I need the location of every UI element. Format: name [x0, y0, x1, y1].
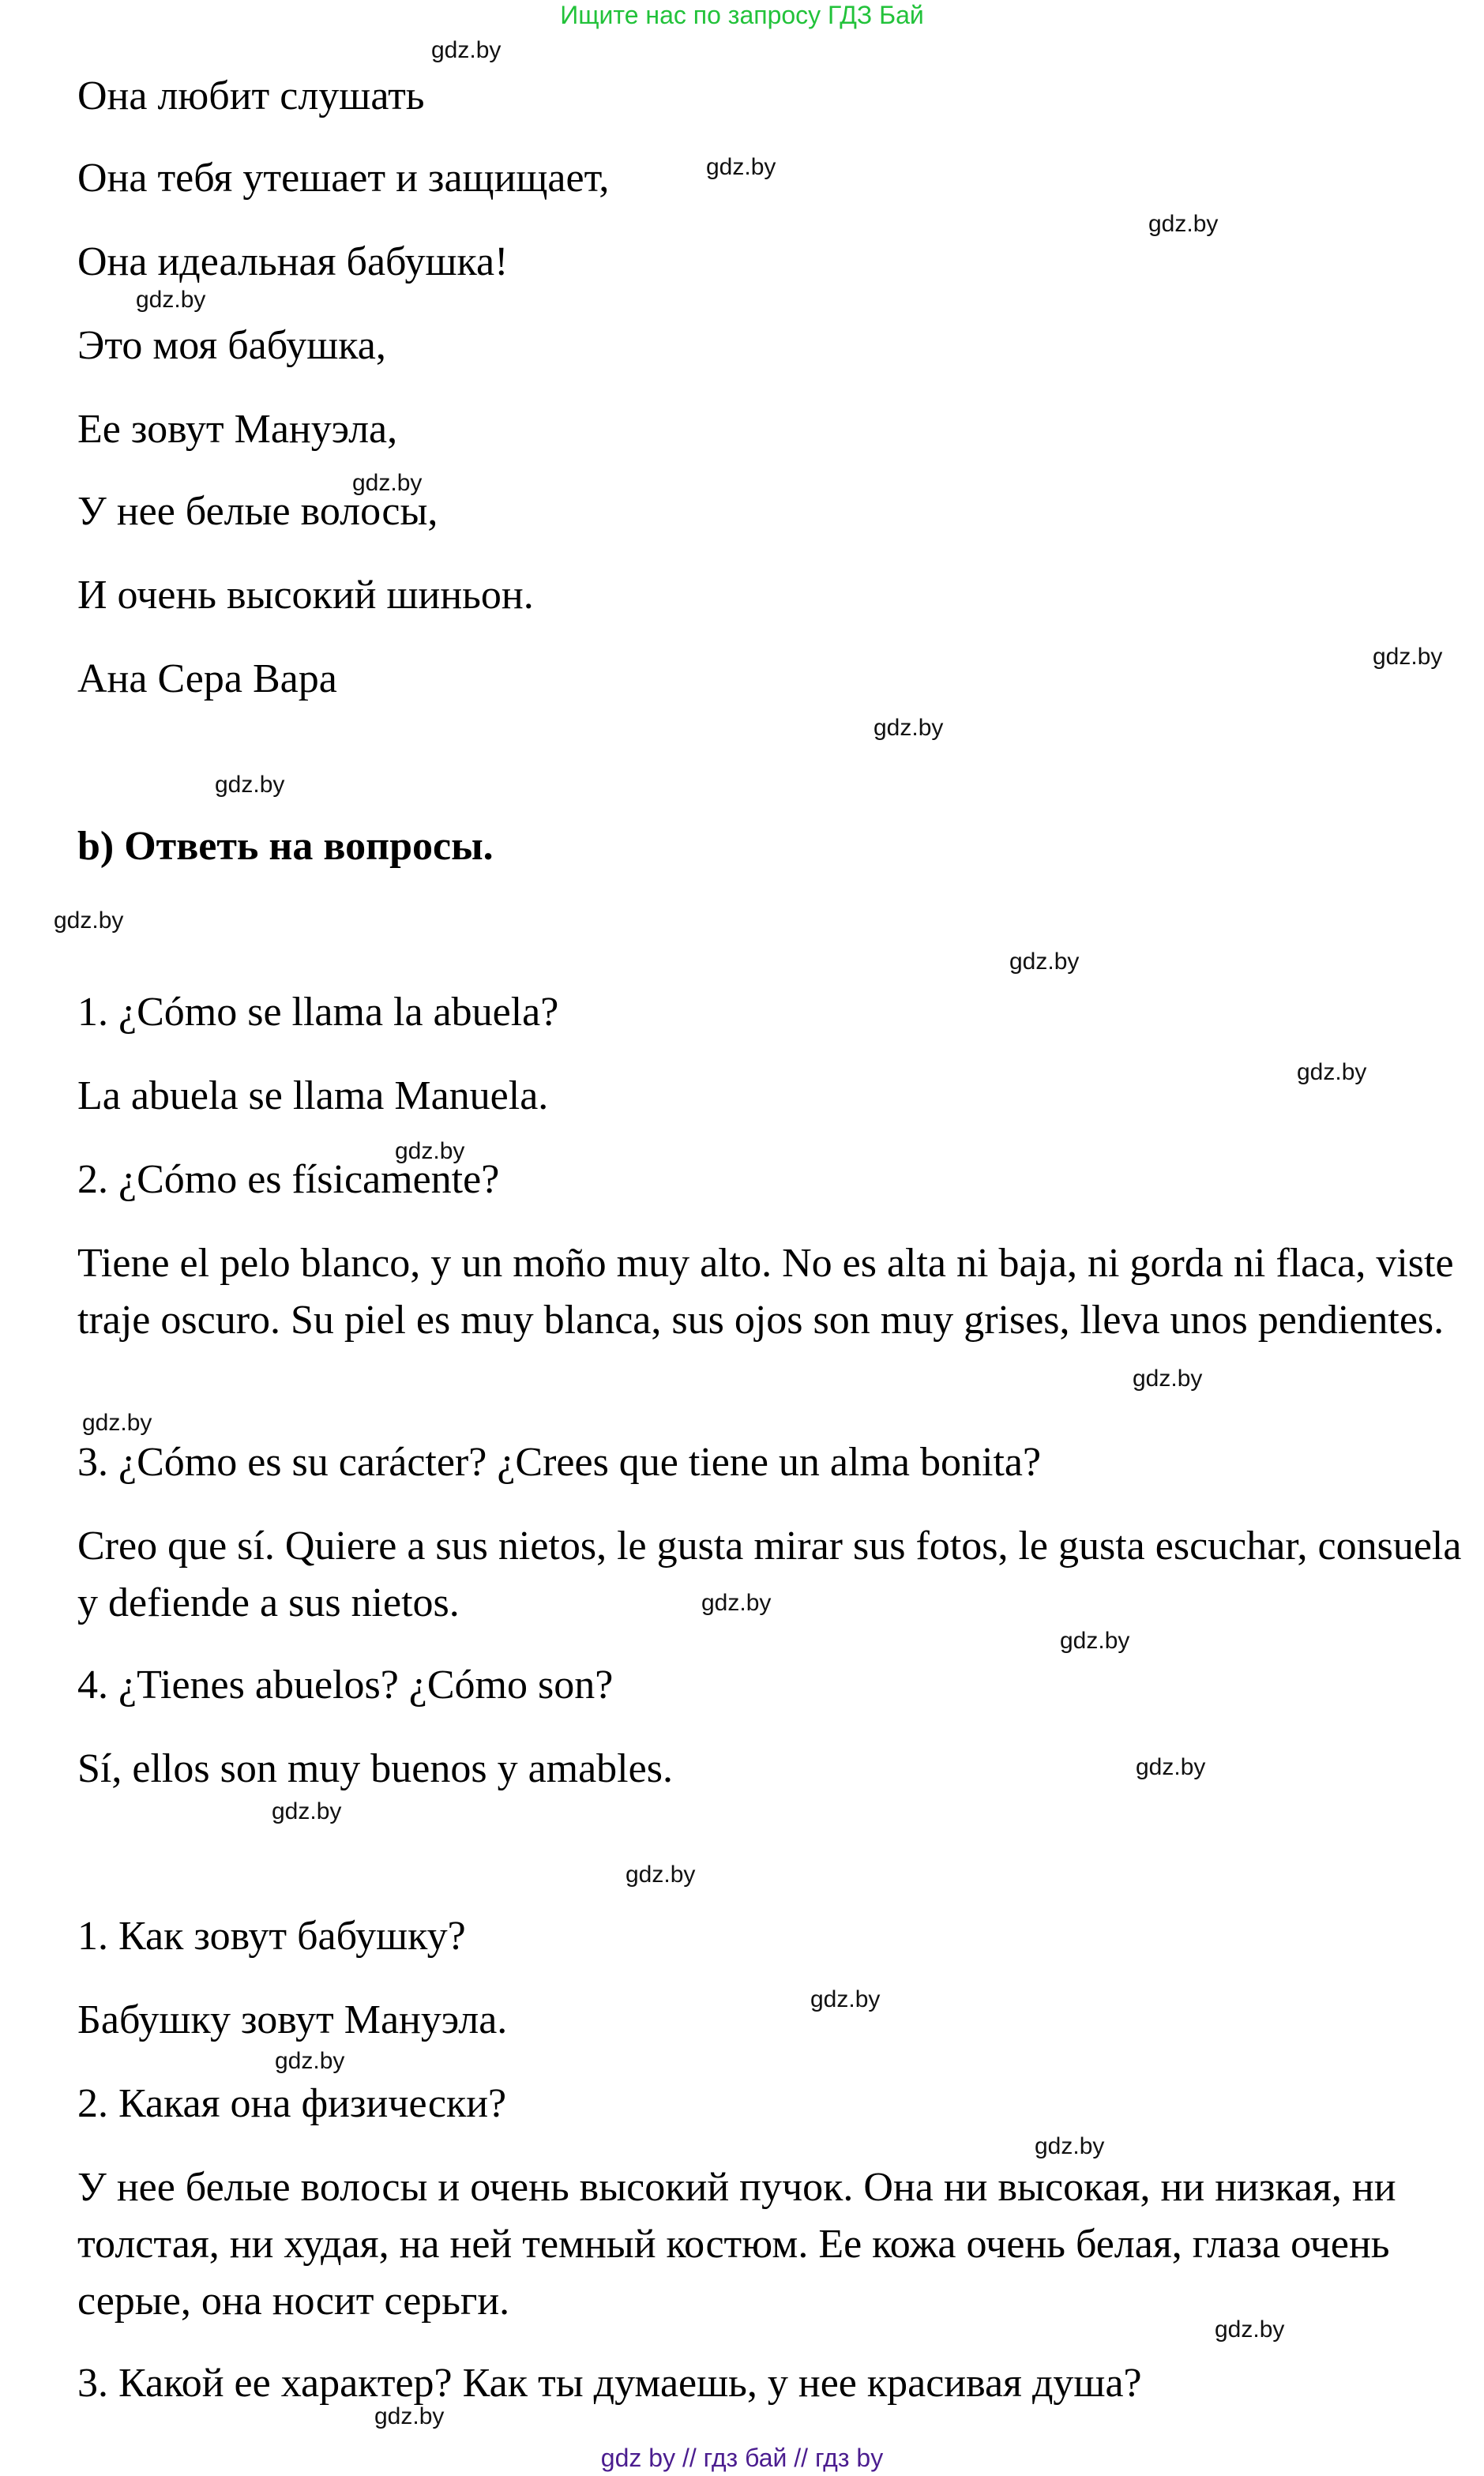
watermark: gdz.by: [626, 1862, 696, 1888]
watermark: gdz.by: [1136, 1754, 1206, 1780]
watermark: gdz.by: [1373, 644, 1443, 670]
answer: Sí, ellos son muy buenos y amables.: [77, 1746, 673, 1791]
answer: Tiene el pelo blanco, y un moño muy alto. No es alta ni baja, ni gorda ni flaca, viste traje oscuro. Su piel es muy blanca, sus ojos son muy grises, lleva unos pendientes.: [77, 1241, 1454, 1343]
watermark: gdz.by: [1009, 949, 1080, 975]
watermark: gdz.by: [431, 37, 502, 63]
poem-line: Ана Сера Вара: [77, 656, 337, 701]
poem-line: У нее белые волосы,: [77, 489, 438, 534]
watermark: gdz.by: [706, 154, 776, 180]
watermark: gdz.by: [275, 2048, 345, 2074]
watermark: gdz.by: [1133, 1366, 1203, 1392]
watermark: gdz.by: [82, 1410, 152, 1436]
poem-line: Она любит слушать: [77, 73, 425, 118]
poem-line: Это моя бабушка,: [77, 323, 386, 368]
watermark: gdz.by: [272, 1798, 342, 1824]
answer: La abuela se llama Manuela.: [77, 1073, 549, 1118]
answer: У нее белые волосы и очень высокий пучок. Она ни высокая, ни низкая, ни толстая, ни худая, на ней темный костюм. Ее кожа очень белая, глаза очень серые, она носит серьги.: [77, 2165, 1396, 2324]
watermark: gdz.by: [136, 287, 206, 313]
watermark: gdz.by: [215, 772, 285, 798]
watermark: gdz.by: [1148, 211, 1219, 237]
section-heading: b) Ответь на вопросы.: [77, 824, 494, 869]
question: 3. ¿Cómo es su carácter? ¿Crees que tiene un alma bonita?: [77, 1440, 1042, 1485]
question: 2. ¿Cómo es físicamente?: [77, 1157, 500, 1202]
footer-links: gdz by // гдз бай // гдз by: [600, 2444, 884, 2472]
top-banner: Ищите нас по запросу ГДЗ Бай: [560, 1, 924, 29]
question: 1. ¿Cómo se llama la abuela?: [77, 990, 559, 1035]
watermark: gdz.by: [701, 1590, 772, 1616]
poem-line: И очень высокий шиньон.: [77, 573, 534, 618]
question: 1. Как зовут бабушку?: [77, 1914, 466, 1959]
answer: Бабушку зовут Мануэла.: [77, 1997, 508, 2042]
watermark: gdz.by: [873, 715, 944, 741]
question: 4. ¿Tienes abuelos? ¿Cómo son?: [77, 1663, 614, 1708]
watermark: gdz.by: [1297, 1059, 1367, 1085]
watermark: gdz.by: [54, 907, 124, 934]
watermark: gdz.by: [352, 470, 423, 496]
poem-line: Ее зовут Мануэла,: [77, 407, 398, 452]
watermark: gdz.by: [1035, 2133, 1105, 2159]
watermark: gdz.by: [374, 2403, 445, 2429]
poem-line: Она тебя утешает и защищает,: [77, 156, 610, 201]
question: 3. Какой ее характер? Как ты думаешь, у нее красивая душа?: [77, 2361, 1142, 2406]
watermark: gdz.by: [1215, 2316, 1285, 2343]
poem-line: Она идеальная бабушка!: [77, 239, 509, 284]
question: 2. Какая она физически?: [77, 2081, 507, 2126]
watermark: gdz.by: [395, 1138, 465, 1164]
answer: Creo que sí. Quiere a sus nietos, le gusta mirar sus fotos, le gusta escuchar, consuela y defiende a sus nietos.: [77, 1524, 1462, 1625]
watermark: gdz.by: [810, 1986, 881, 2012]
watermark: gdz.by: [1060, 1628, 1130, 1654]
